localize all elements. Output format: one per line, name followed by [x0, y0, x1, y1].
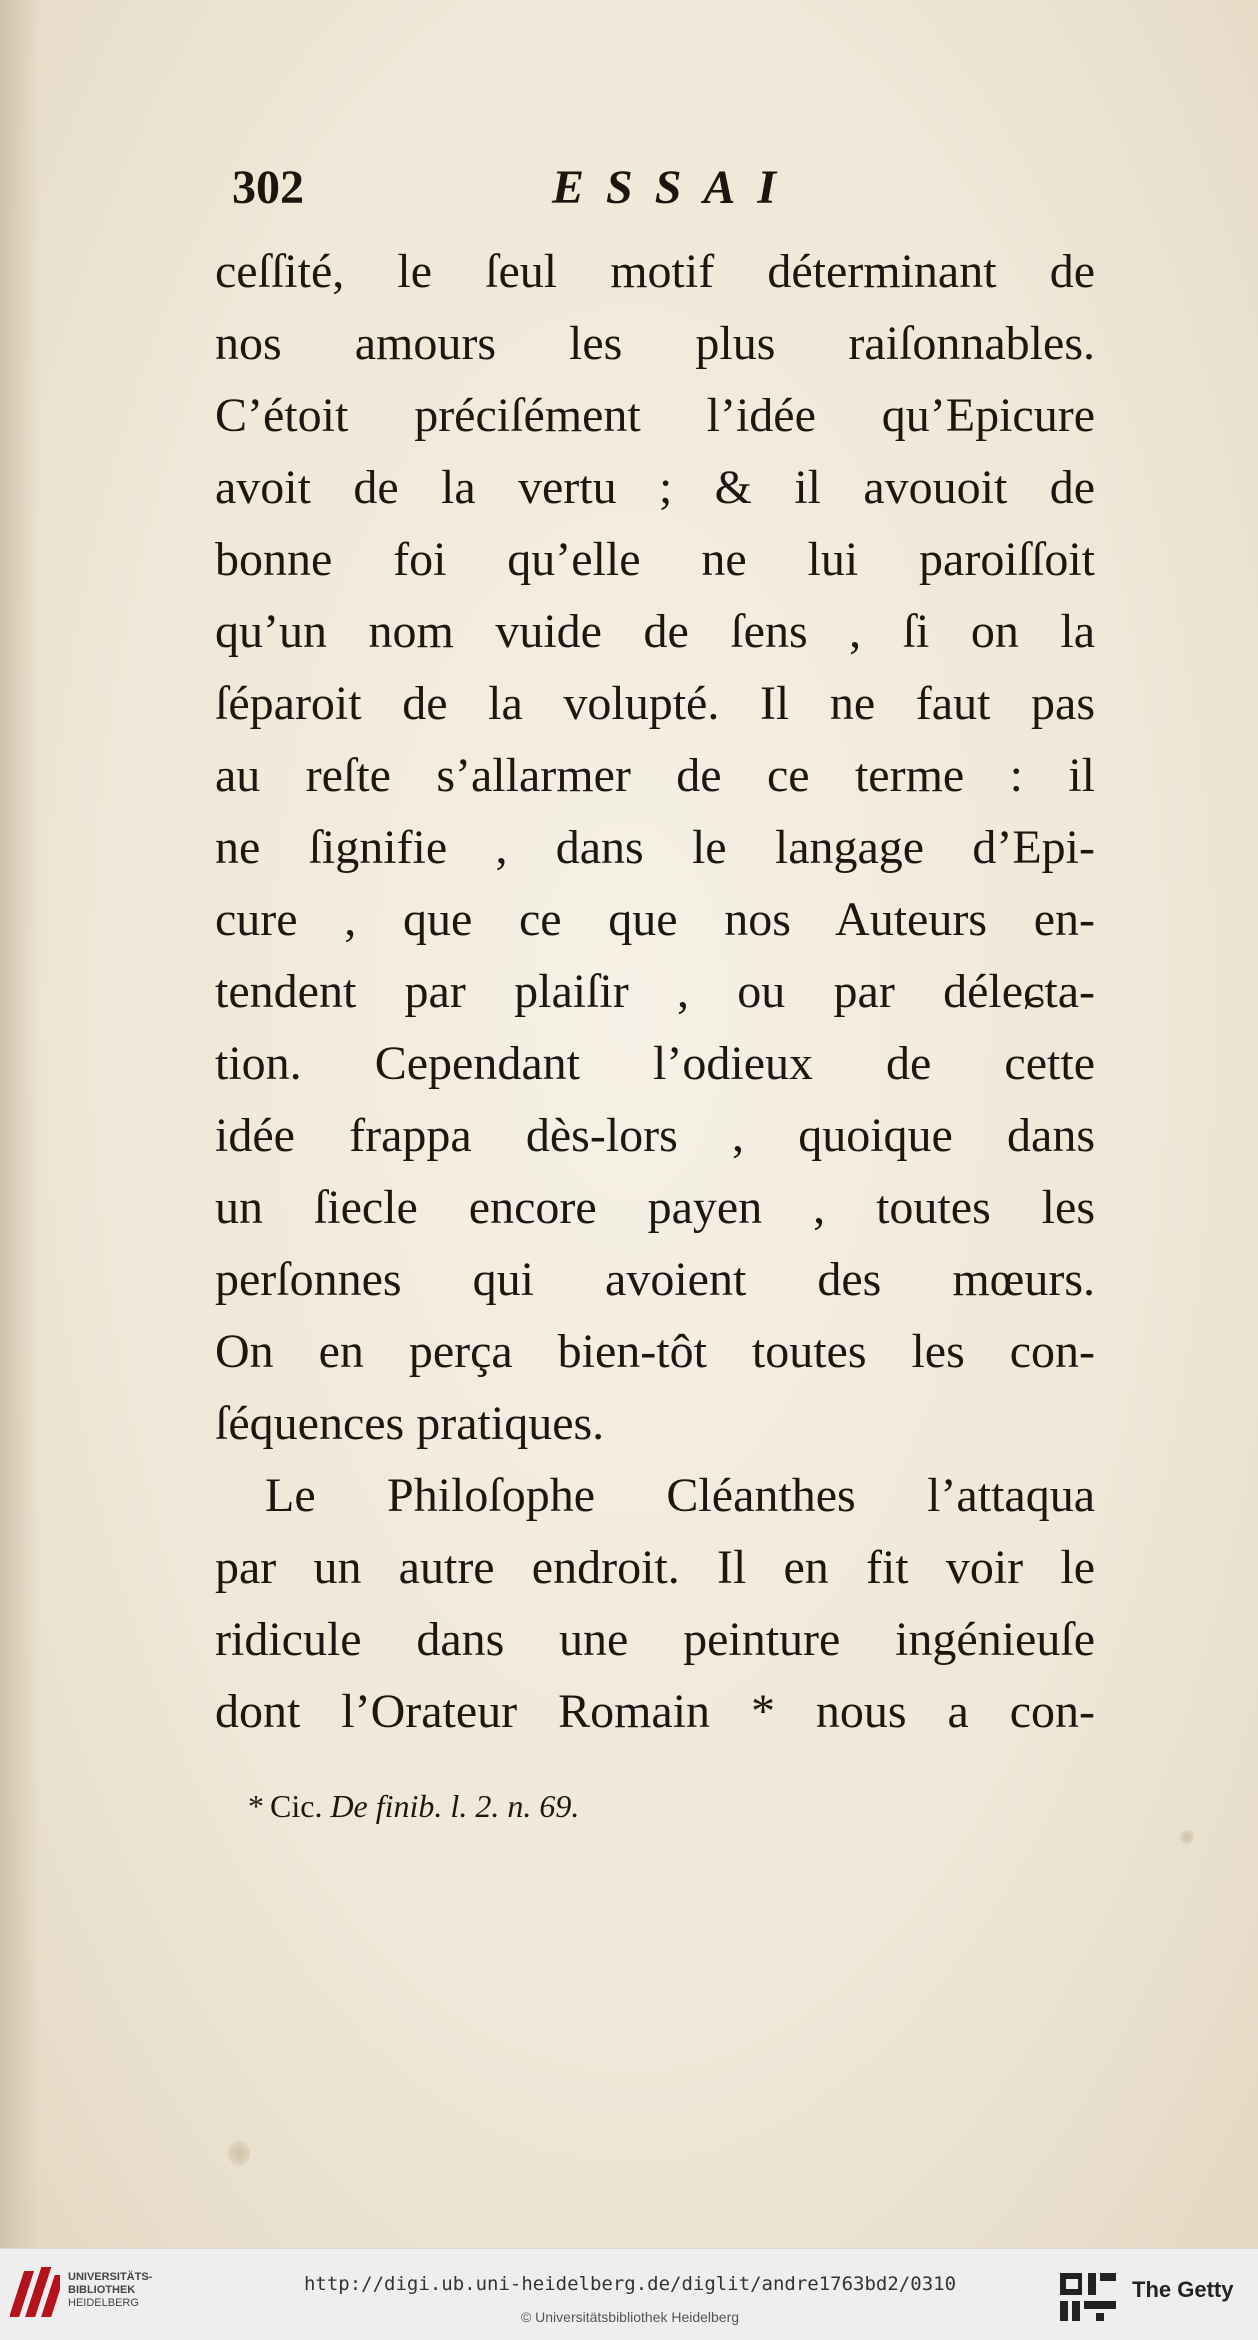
permalink-url-link[interactable]: http://digi.ub.uni-heidelberg.de/diglit/andre1763bd2/0310 [303, 2273, 957, 2295]
page-gutter-shadow [0, 0, 40, 2248]
paper-stain [1180, 1830, 1194, 1844]
text-line: dont l’Orateur Romain * nous a con- [215, 1685, 1095, 1738]
text-line: ridicule dans une peinture ingénieuſe [215, 1613, 1095, 1666]
text-line: au reſte s’allarmer de ce terme : il [215, 749, 1095, 802]
text-line: ſéquences pratiques. [215, 1397, 605, 1450]
page-header [232, 160, 1132, 220]
body-text [215, 236, 1095, 1748]
running-title: ESSAI [552, 161, 799, 214]
text-line: nos amours les plus raiſonnables. [215, 317, 1095, 370]
footnote-mark: * [248, 1788, 264, 1824]
viewer-footer [0, 2248, 1258, 2340]
library-logo-icon [10, 2265, 60, 2327]
text-line: ceſſité, le ſeul motif déterminant de [215, 245, 1095, 298]
footnote-reference: De finib. l. 2. n. 69. [330, 1788, 580, 1824]
text-line: qu’un nom vuide de ſens , ſi on la [215, 605, 1095, 658]
page-number: 302 [232, 161, 304, 214]
text-line: perſonnes qui avoient des mœurs. [215, 1253, 1095, 1306]
library-name: UNIVERSITÄTS- BIBLIOTHEK HEIDELBERG [68, 2271, 153, 2309]
text-line: ne ſignifie , dans le langage d’Epi- [215, 821, 1095, 874]
text-line: par un autre endroit. Il en fit voir le [215, 1541, 1095, 1594]
footnote-author: Cic. [270, 1788, 323, 1824]
text-line: ſéparoit de la volupté. Il ne faut pas [215, 677, 1095, 730]
text-line: un ſiecle encore payen , toutes les [215, 1181, 1095, 1234]
paper-stain [228, 2140, 250, 2166]
footnote [248, 1788, 579, 1825]
text-line: C’étoit préciſément l’idée qu’Epicure [215, 389, 1095, 442]
text-line: tion. Cependant l’odieux de cette [215, 1037, 1095, 1090]
text-line: On en perça bien-tôt toutes les con- [215, 1325, 1095, 1378]
text-line: avoit de la vertu ; & il avouoit de [215, 461, 1095, 514]
text-line: bonne foi qu’elle ne lui paroiſſoit [215, 533, 1095, 586]
text-line: tendent par plaiſir , ou par déleɕta- [215, 965, 1095, 1018]
copyright-notice: © Universitätsbibliothek Heidelberg [520, 2309, 740, 2325]
text-line-paragraph-start: Le Philoſophe Cléanthes l’attaqua [265, 1469, 1095, 1522]
partner-name: The Getty [1132, 2277, 1234, 2302]
text-line: cure , que ce que nos Auteurs en- [215, 893, 1095, 946]
getty-logo-icon [1056, 2269, 1120, 2329]
text-line: idée frappa dès-lors , quoique dans [215, 1109, 1095, 1162]
